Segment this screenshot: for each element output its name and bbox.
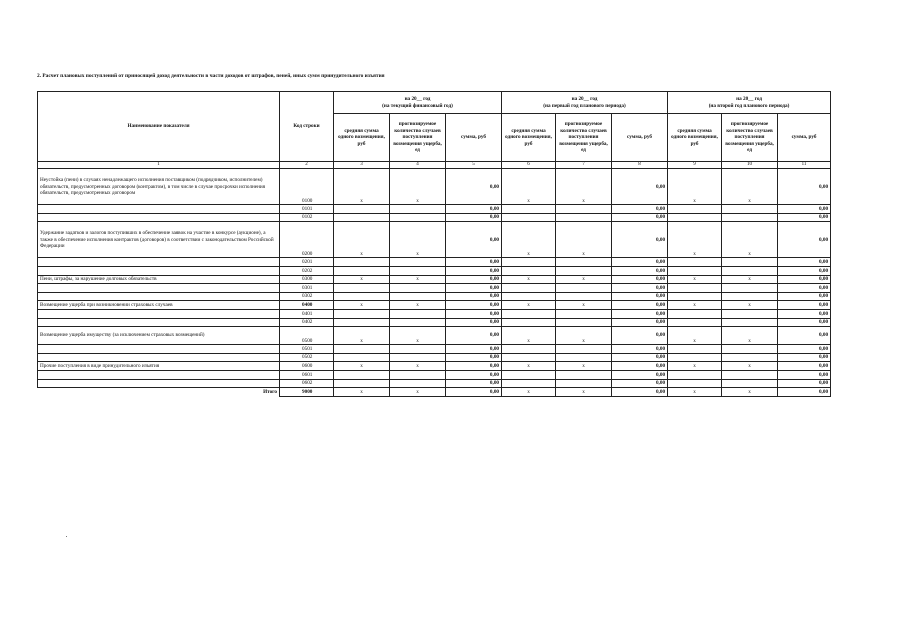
col-number: 9 — [668, 162, 722, 169]
forecast-qty-cell: х — [390, 169, 446, 205]
avg-sum-cell — [668, 345, 722, 354]
row-code: 0102 — [280, 213, 334, 222]
row-code: 0401 — [280, 310, 334, 319]
forecast-qty-cell — [390, 370, 446, 379]
col-number: 4 — [390, 162, 446, 169]
table-row — [38, 379, 831, 388]
indicator-name — [38, 267, 280, 276]
avg-sum-cell — [334, 213, 390, 222]
forecast-qty-cell: х — [556, 362, 612, 371]
forecast-qty-cell: х — [390, 275, 446, 284]
forecast-qty-cell: х — [556, 388, 612, 397]
sum-cell: 0,00 — [446, 388, 502, 397]
avg-sum-cell — [502, 310, 556, 319]
avg-sum-cell — [334, 284, 390, 293]
sum-cell: 0,00 — [612, 353, 668, 362]
sum-cell: 0,00 — [612, 362, 668, 371]
sum-cell: 0,00 — [612, 205, 668, 214]
row-code: 0100 — [280, 169, 334, 205]
header-period-current — [334, 92, 502, 114]
sum-cell: 0,00 — [778, 310, 831, 319]
avg-sum-cell — [502, 284, 556, 293]
period-current-line1: на 20__ год — [404, 96, 431, 102]
total-code: 9000 — [280, 388, 334, 397]
sum-cell: 0,00 — [446, 301, 502, 310]
header-period-first-plan — [502, 92, 668, 114]
table-row — [38, 169, 831, 205]
sum-cell: 0,00 — [612, 310, 668, 319]
avg-sum-cell — [334, 370, 390, 379]
forecast-qty-cell — [390, 258, 446, 267]
avg-sum-cell: х — [668, 327, 722, 345]
forecast-qty-cell — [390, 345, 446, 354]
forecast-qty-cell — [390, 205, 446, 214]
avg-sum-cell — [668, 292, 722, 301]
sum-cell: 0,00 — [612, 370, 668, 379]
sum-cell: 0,00 — [778, 379, 831, 388]
indicator-name: Возмещение ущерба имуществу (за исключением страховых возмещений) — [38, 327, 280, 345]
sum-cell: 0,00 — [612, 275, 668, 284]
sum-cell: 0,00 — [778, 292, 831, 301]
col-number: 11 — [778, 162, 831, 169]
avg-sum-cell: х — [668, 222, 722, 258]
indicator-name — [38, 205, 280, 214]
sum-cell: 0,00 — [446, 318, 502, 327]
revenue-plan-table — [37, 91, 831, 397]
forecast-qty-cell — [556, 345, 612, 354]
col-number: 10 — [722, 162, 778, 169]
period-first-line2: (на первый год планового периода) — [543, 102, 626, 109]
forecast-qty-cell — [722, 258, 778, 267]
sum-cell: 0,00 — [446, 362, 502, 371]
indicator-name — [38, 213, 280, 222]
avg-sum-cell: х — [502, 388, 556, 397]
row-code: 0501 — [280, 345, 334, 354]
forecast-qty-cell: х — [722, 301, 778, 310]
indicator-name — [38, 258, 280, 267]
indicator-name — [38, 292, 280, 301]
table-row — [38, 318, 831, 327]
row-code: 0600 — [280, 362, 334, 371]
avg-sum-cell: х — [334, 301, 390, 310]
header-code-column: Код строки — [280, 92, 334, 162]
forecast-qty-cell — [390, 379, 446, 388]
sum-cell: 0,00 — [446, 327, 502, 345]
header-sum: сумма, руб — [446, 114, 502, 162]
forecast-qty-cell — [556, 353, 612, 362]
row-code: 0502 — [280, 353, 334, 362]
forecast-qty-cell: х — [722, 169, 778, 205]
indicator-name: Пени, штрафы, за нарушение долговых обязательств — [38, 275, 280, 284]
sum-cell: 0,00 — [612, 379, 668, 388]
sum-cell: 0,00 — [778, 301, 831, 310]
avg-sum-cell: х — [334, 362, 390, 371]
avg-sum-cell: х — [668, 388, 722, 397]
avg-sum-cell: х — [502, 222, 556, 258]
avg-sum-cell — [502, 213, 556, 222]
forecast-qty-cell — [722, 292, 778, 301]
table-body — [38, 169, 831, 397]
sum-cell: 0,00 — [446, 284, 502, 293]
avg-sum-cell — [502, 353, 556, 362]
table-row — [38, 213, 831, 222]
forecast-qty-cell — [722, 205, 778, 214]
forecast-qty-cell — [722, 213, 778, 222]
sum-cell: 0,00 — [612, 301, 668, 310]
sum-cell: 0,00 — [778, 327, 831, 345]
header-avg-sum: средняя сумма одного возмещения, руб — [502, 114, 556, 162]
forecast-qty-cell: х — [556, 301, 612, 310]
table-row — [38, 327, 831, 345]
forecast-qty-cell — [722, 353, 778, 362]
avg-sum-cell — [502, 345, 556, 354]
forecast-qty-cell: х — [722, 275, 778, 284]
forecast-qty-cell — [556, 379, 612, 388]
forecast-qty-cell — [556, 258, 612, 267]
avg-sum-cell — [668, 370, 722, 379]
avg-sum-cell — [334, 258, 390, 267]
forecast-qty-cell — [556, 267, 612, 276]
sum-cell: 0,00 — [612, 284, 668, 293]
avg-sum-cell — [502, 379, 556, 388]
avg-sum-cell — [502, 292, 556, 301]
avg-sum-cell: х — [502, 169, 556, 205]
table-row — [38, 222, 831, 258]
sum-cell: 0,00 — [612, 292, 668, 301]
avg-sum-cell: х — [502, 327, 556, 345]
avg-sum-cell — [334, 267, 390, 276]
row-code: 0201 — [280, 258, 334, 267]
col-number: 5 — [446, 162, 502, 169]
row-code: 0302 — [280, 292, 334, 301]
forecast-qty-cell: х — [390, 327, 446, 345]
sum-cell: 0,00 — [778, 205, 831, 214]
header-name-column: Наименование показателя — [38, 92, 280, 162]
sum-cell: 0,00 — [446, 169, 502, 205]
avg-sum-cell — [668, 213, 722, 222]
indicator-name — [38, 370, 280, 379]
forecast-qty-cell: х — [722, 388, 778, 397]
forecast-qty-cell — [390, 267, 446, 276]
avg-sum-cell — [334, 205, 390, 214]
forecast-qty-cell — [556, 205, 612, 214]
header-period-second-plan — [668, 92, 831, 114]
column-number-row — [38, 162, 831, 169]
sum-cell: 0,00 — [446, 379, 502, 388]
table-row — [38, 362, 831, 371]
forecast-qty-cell — [556, 310, 612, 319]
indicator-name — [38, 310, 280, 319]
table-row — [38, 310, 831, 319]
avg-sum-cell — [668, 310, 722, 319]
avg-sum-cell — [502, 267, 556, 276]
sum-cell: 0,00 — [778, 222, 831, 258]
indicator-name: Неустойка (пени) в случаях ненадлежащего исполнения поставщиком (подрядчиком, исполнителем) обязательств, предусмотренных договором (контрактом), в том числе в случае просрочки исполнения обязательств, предусмотренных договором — [38, 169, 280, 205]
forecast-qty-cell — [556, 284, 612, 293]
header-avg-sum: средняя сумма одного возмещения, руб — [334, 114, 390, 162]
forecast-qty-cell — [722, 267, 778, 276]
avg-sum-cell: х — [334, 275, 390, 284]
indicator-name: Прочие поступления в виде принудительного изъятия — [38, 362, 280, 371]
forecast-qty-cell — [390, 213, 446, 222]
sum-cell: 0,00 — [446, 370, 502, 379]
row-code: 0300 — [280, 275, 334, 284]
indicator-name: Возмещение ущерба при возникновении страховых случаев — [38, 301, 280, 310]
avg-sum-cell — [668, 267, 722, 276]
col-number: 7 — [556, 162, 612, 169]
forecast-qty-cell: х — [556, 275, 612, 284]
sum-cell: 0,00 — [446, 267, 502, 276]
sum-cell: 0,00 — [446, 345, 502, 354]
avg-sum-cell: х — [502, 275, 556, 284]
sum-cell: 0,00 — [778, 388, 831, 397]
period-second-line1: на 20__ год — [736, 96, 762, 102]
col-number: 2 — [280, 162, 334, 169]
avg-sum-cell — [502, 370, 556, 379]
indicator-name — [38, 318, 280, 327]
sum-cell: 0,00 — [778, 267, 831, 276]
table-row — [38, 284, 831, 293]
sum-cell: 0,00 — [446, 222, 502, 258]
forecast-qty-cell — [722, 318, 778, 327]
sum-cell: 0,00 — [612, 213, 668, 222]
avg-sum-cell — [334, 292, 390, 301]
forecast-qty-cell — [722, 345, 778, 354]
sum-cell: 0,00 — [778, 258, 831, 267]
sum-cell: 0,00 — [778, 284, 831, 293]
forecast-qty-cell — [722, 370, 778, 379]
total-row — [38, 388, 831, 397]
sum-cell: 0,00 — [612, 345, 668, 354]
forecast-qty-cell — [722, 284, 778, 293]
sum-cell: 0,00 — [446, 310, 502, 319]
avg-sum-cell — [334, 318, 390, 327]
scan-speck — [66, 536, 67, 537]
row-code: 0200 — [280, 222, 334, 258]
forecast-qty-cell — [556, 213, 612, 222]
header-avg-sum: средняя сумма одного возмещения, руб — [668, 114, 722, 162]
forecast-qty-cell: х — [722, 222, 778, 258]
table-row — [38, 258, 831, 267]
period-current-line2: (на текущий финансовый год) — [382, 102, 453, 109]
sum-cell: 0,00 — [612, 318, 668, 327]
row-code: 0202 — [280, 267, 334, 276]
forecast-qty-cell — [390, 310, 446, 319]
sum-cell: 0,00 — [612, 169, 668, 205]
table-row — [38, 292, 831, 301]
avg-sum-cell — [334, 379, 390, 388]
forecast-qty-cell: х — [556, 327, 612, 345]
table-row — [38, 345, 831, 354]
sum-cell: 0,00 — [612, 258, 668, 267]
avg-sum-cell: х — [334, 222, 390, 258]
forecast-qty-cell: х — [390, 388, 446, 397]
avg-sum-cell — [502, 318, 556, 327]
avg-sum-cell: х — [668, 362, 722, 371]
sum-cell: 0,00 — [612, 267, 668, 276]
sum-cell: 0,00 — [778, 345, 831, 354]
forecast-qty-cell: х — [556, 169, 612, 205]
avg-sum-cell — [668, 379, 722, 388]
indicator-name — [38, 353, 280, 362]
col-number: 1 — [38, 162, 280, 169]
table-row — [38, 353, 831, 362]
sum-cell: 0,00 — [446, 275, 502, 284]
total-label: Итого — [38, 388, 280, 397]
forecast-qty-cell — [556, 318, 612, 327]
sum-cell: 0,00 — [612, 327, 668, 345]
sum-cell: 0,00 — [778, 362, 831, 371]
sum-cell: 0,00 — [612, 222, 668, 258]
forecast-qty-cell — [390, 284, 446, 293]
col-number: 3 — [334, 162, 390, 169]
table-row — [38, 370, 831, 379]
header-forecast-qty: прогнозируемое количество случаев поступления возмещения ущерба, ед — [556, 114, 612, 162]
indicator-name — [38, 345, 280, 354]
forecast-qty-cell: х — [390, 222, 446, 258]
avg-sum-cell: х — [502, 362, 556, 371]
indicator-name — [38, 284, 280, 293]
avg-sum-cell: х — [334, 327, 390, 345]
row-code: 0402 — [280, 318, 334, 327]
sum-cell: 0,00 — [778, 370, 831, 379]
avg-sum-cell — [668, 205, 722, 214]
table-row — [38, 301, 831, 310]
avg-sum-cell — [334, 353, 390, 362]
row-code: 0301 — [280, 284, 334, 293]
row-code: 0500 — [280, 327, 334, 345]
avg-sum-cell — [668, 284, 722, 293]
avg-sum-cell — [334, 310, 390, 319]
col-number: 6 — [502, 162, 556, 169]
sum-cell: 0,00 — [446, 292, 502, 301]
period-first-line1: на 20__ год — [571, 96, 598, 102]
avg-sum-cell: х — [668, 301, 722, 310]
avg-sum-cell — [334, 345, 390, 354]
avg-sum-cell: х — [334, 388, 390, 397]
sum-cell: 0,00 — [778, 318, 831, 327]
col-number: 8 — [612, 162, 668, 169]
sum-cell: 0,00 — [778, 275, 831, 284]
avg-sum-cell: х — [668, 169, 722, 205]
indicator-name — [38, 379, 280, 388]
forecast-qty-cell — [390, 292, 446, 301]
sum-cell: 0,00 — [446, 353, 502, 362]
row-code: 0602 — [280, 379, 334, 388]
forecast-qty-cell — [390, 318, 446, 327]
sum-cell: 0,00 — [778, 213, 831, 222]
sum-cell: 0,00 — [446, 205, 502, 214]
forecast-qty-cell: х — [556, 222, 612, 258]
forecast-qty-cell: х — [722, 362, 778, 371]
forecast-qty-cell — [722, 379, 778, 388]
forecast-qty-cell — [722, 310, 778, 319]
sum-cell: 0,00 — [446, 258, 502, 267]
table-row — [38, 267, 831, 276]
forecast-qty-cell — [556, 292, 612, 301]
sum-cell: 0,00 — [446, 213, 502, 222]
avg-sum-cell: х — [334, 169, 390, 205]
avg-sum-cell — [668, 353, 722, 362]
avg-sum-cell — [668, 318, 722, 327]
sum-cell: 0,00 — [778, 353, 831, 362]
period-second-line2: (на второй год планового периода) — [708, 102, 790, 109]
avg-sum-cell: х — [668, 275, 722, 284]
avg-sum-cell — [668, 258, 722, 267]
forecast-qty-cell — [390, 353, 446, 362]
avg-sum-cell — [502, 205, 556, 214]
avg-sum-cell — [502, 258, 556, 267]
header-forecast-qty: прогнозируемое количество случаев поступления возмещения ущерба, ед — [390, 114, 446, 162]
avg-sum-cell: х — [502, 301, 556, 310]
header-sum: сумма, руб — [778, 114, 831, 162]
row-code: 0400 — [280, 301, 334, 310]
indicator-name: Удержание задатков и залогов поступивших в обеспечение заявок на участие в конкурсе (аукционе), а также в обеспечение исполнения контрактов (договоров) в соответствии с законодательством Российской Федерации — [38, 222, 280, 258]
forecast-qty-cell: х — [390, 362, 446, 371]
forecast-qty-cell: х — [390, 301, 446, 310]
row-code: 0601 — [280, 370, 334, 379]
forecast-qty-cell: х — [722, 327, 778, 345]
header-forecast-qty: прогнозируемое количество случаев поступления возмещения ущерба, ед — [722, 114, 778, 162]
table-row — [38, 275, 831, 284]
sum-cell: 0,00 — [612, 388, 668, 397]
row-code: 0101 — [280, 205, 334, 214]
forecast-qty-cell — [556, 370, 612, 379]
header-sum: сумма, руб — [612, 114, 668, 162]
table-row — [38, 205, 831, 214]
sum-cell: 0,00 — [778, 169, 831, 205]
document-title: 2. Расчет плановых поступлений от приносящей доход деятельности в части доходов от штрафов, пеней, иных сумм принудительного изъятия — [37, 73, 385, 79]
